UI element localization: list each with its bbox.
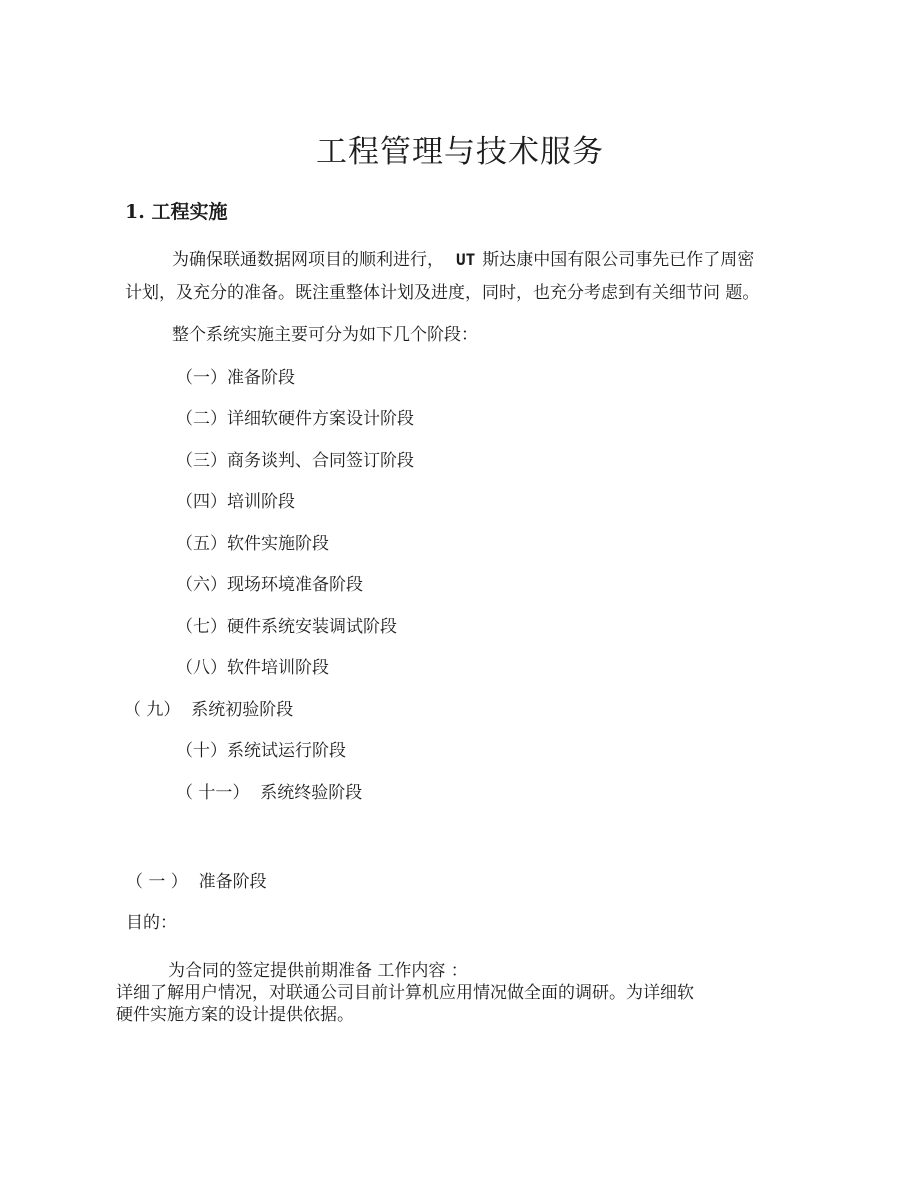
phase-item: （五）软件实施阶段 [176,534,329,554]
intro-line-1-pre: 为确保联通数据网项目的顺利进行， [172,250,444,270]
phase-item: （ 十一） 系统终验阶段 [176,783,363,803]
brand-name: UT [456,250,476,269]
intro-line-1 [172,249,754,271]
subsection-heading: （ 一 ） 准备阶段 [126,872,267,892]
subsection-line-3: 硬件实施方案的设计提供依据。 [116,1005,354,1025]
section-heading: 1. 工程实施 [125,201,228,223]
phases-intro: 整个系统实施主要可分为如下几个阶段： [172,325,478,345]
phase-item: （四）培训阶段 [176,492,295,512]
phase-item: （八）软件培训阶段 [176,658,329,678]
phase-item: （三）商务谈判、合同签订阶段 [176,451,414,471]
phase-item: （十）系统试运行阶段 [176,741,346,761]
phase-item: （二）详细软硬件方案设计阶段 [176,409,414,429]
purpose-label: 目的： [126,913,177,933]
phase-item: （六）现场环境准备阶段 [176,575,363,595]
phase-item: （七）硬件系统安装调试阶段 [176,617,397,637]
intro-line-2: 计划，及充分的准备。既注重整体计划及进度，同时，也充分考虑到有关细节问 题。 [125,283,760,303]
doc-title: 工程管理与技术服务 [316,134,604,170]
subsection-line-2: 详细了解用户情况，对联通公司目前计算机应用情况做全面的调研。为详细软 [116,983,694,1003]
phase-item: （ 九） 系统初验阶段 [124,700,294,720]
phase-item: （一）准备阶段 [176,368,295,388]
intro-line-1-post: 斯达康中国有限公司事先已作了周密 [482,250,755,270]
subsection-line-1: 为合同的签定提供前期准备 工作内容 ： [168,961,468,981]
